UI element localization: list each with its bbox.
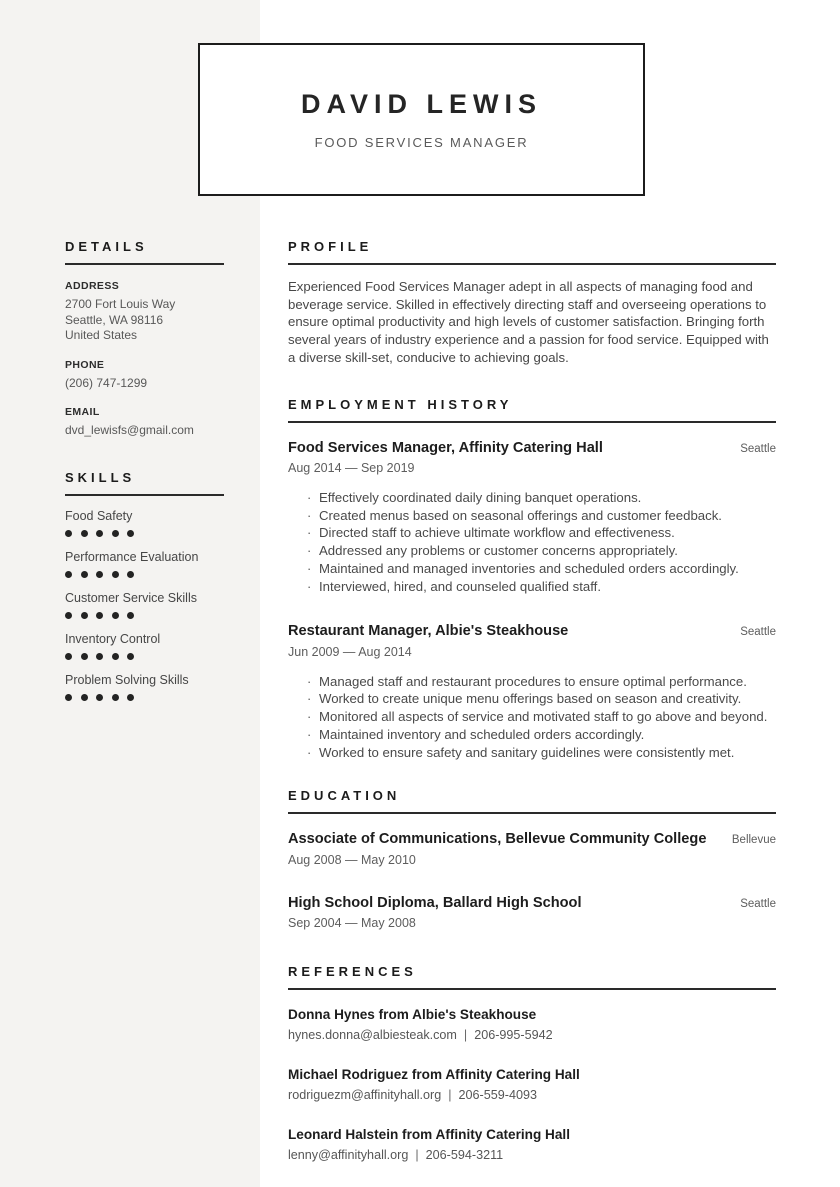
skill-dot xyxy=(81,653,88,660)
job-bullets xyxy=(288,489,776,595)
bullet-text: Managed staff and restaurant procedures to ensure optimal performance. xyxy=(319,673,747,689)
reference-phone: 206-559-4093 xyxy=(458,1088,537,1103)
skill-dot xyxy=(96,612,103,619)
skill-dot xyxy=(65,530,72,537)
skill-dot xyxy=(96,530,103,537)
details-heading: DETAILS xyxy=(65,239,224,265)
references-heading: REFERENCES xyxy=(288,964,776,990)
skill-dot xyxy=(112,694,119,701)
bullet-item xyxy=(288,708,776,726)
education-section xyxy=(288,788,776,930)
skill-label: Customer Service Skills xyxy=(65,590,197,605)
employment-section xyxy=(288,397,776,762)
skill-dot xyxy=(81,694,88,701)
education-location: Seattle xyxy=(740,897,776,910)
skills-section xyxy=(65,470,224,701)
education-location: Bellevue xyxy=(731,834,776,847)
phone-group xyxy=(65,359,224,392)
skill-dot xyxy=(127,612,134,619)
skill-item xyxy=(65,673,224,701)
bullet-text: Worked to ensure safety and sanitary guidelines were consistently met. xyxy=(319,744,735,760)
address-line: United States xyxy=(65,328,138,342)
reference-name: Michael Rodriguez from Affinity Catering Hall xyxy=(288,1067,580,1083)
skill-dot xyxy=(81,571,88,578)
main-content xyxy=(288,239,776,1162)
bullet-item xyxy=(288,578,776,596)
reference-contact xyxy=(288,1028,776,1042)
bullet-text: Maintained and managed inventories and scheduled orders accordingly. xyxy=(319,560,739,576)
reference-phone: 206-594-3211 xyxy=(425,1148,504,1163)
phone-value: (206) 747-1299 xyxy=(65,375,148,390)
bullet-text: Maintained inventory and scheduled orders accordingly. xyxy=(319,726,645,742)
bullet-item xyxy=(288,507,776,525)
education-title: Associate of Communications, Bellevue Community College xyxy=(288,831,707,848)
education-dates: Sep 2004 — May 2008 xyxy=(288,916,416,931)
candidate-title: FOOD SERVICES MANAGER xyxy=(314,135,529,150)
skill-dot xyxy=(81,612,88,619)
bullet-text: Monitored all aspects of service and motivated staff to go above and beyond. xyxy=(319,709,768,725)
skill-dot xyxy=(112,530,119,537)
separator: | xyxy=(463,1028,468,1043)
bullet-item xyxy=(288,489,776,507)
skill-label: Problem Solving Skills xyxy=(65,672,189,687)
skill-level-dots xyxy=(65,612,224,619)
bullet-item xyxy=(288,690,776,708)
skill-dot xyxy=(65,694,72,701)
bullet-text: Directed staff to achieve ultimate workflow and effectiveness. xyxy=(319,525,675,541)
bullet-item xyxy=(288,524,776,542)
bullet-dot-icon: · xyxy=(307,673,312,689)
skill-dot xyxy=(127,653,134,660)
skill-label: Inventory Control xyxy=(65,631,161,646)
reference-item xyxy=(288,1067,776,1102)
references-section xyxy=(288,964,776,1162)
job-dates: Aug 2014 — Sep 2019 xyxy=(288,461,415,476)
bullet-dot-icon: · xyxy=(307,543,312,559)
skill-label: Performance Evaluation xyxy=(65,549,199,564)
skill-dot xyxy=(127,530,134,537)
skill-dot xyxy=(96,571,103,578)
profile-section xyxy=(288,239,776,367)
job-location: Seattle xyxy=(740,626,776,639)
skill-dot xyxy=(96,694,103,701)
candidate-name: DAVID LEWIS xyxy=(301,89,542,119)
job-location: Seattle xyxy=(740,442,776,455)
phone-label: PHONE xyxy=(65,358,105,371)
details-section xyxy=(65,239,224,439)
skill-item xyxy=(65,632,224,660)
skill-dot xyxy=(65,653,72,660)
profile-text: Experienced Food Services Manager adept in all aspects of managing food and beverage service. Skilled in effectively directing staff and overseeing operations to ensure optimal productivity and high levels of customer satisfaction. Bringing forth several years of industry experience and a passion for food service. Equipped with a diverse skill-set, conducive to achieving goals. xyxy=(288,279,769,365)
reference-phone: 206-995-5942 xyxy=(474,1028,553,1043)
job-title: Food Services Manager, Affinity Catering Hall xyxy=(288,439,603,456)
address-line: Seattle, WA 98116 xyxy=(65,312,164,327)
job-header xyxy=(288,440,776,458)
bullet-text: Created menus based on seasonal offerings and customer feedback. xyxy=(319,507,722,523)
education-dates: Aug 2008 — May 2010 xyxy=(288,852,416,867)
skills-heading: SKILLS xyxy=(65,470,224,496)
employment-heading: EMPLOYMENT HISTORY xyxy=(288,397,776,423)
reference-email: rodriguezm@affinityhall.org xyxy=(288,1088,442,1103)
separator: | xyxy=(415,1148,419,1163)
skill-dot xyxy=(96,653,103,660)
bullet-text: Worked to create unique menu offerings based on season and creativity. xyxy=(319,691,742,707)
job-dates: Jun 2009 — Aug 2014 xyxy=(288,644,412,659)
skill-level-dots xyxy=(65,653,224,660)
bullet-item xyxy=(288,560,776,578)
skill-item xyxy=(65,550,224,578)
address-group xyxy=(65,280,224,344)
education-title: High School Diploma, Ballard High School xyxy=(288,894,582,911)
bullet-text: Effectively coordinated daily dining banquet operations. xyxy=(319,490,642,506)
education-header xyxy=(288,895,776,913)
reference-name: Donna Hynes from Albie's Steakhouse xyxy=(288,1007,537,1023)
skill-dot xyxy=(127,571,134,578)
bullet-dot-icon: · xyxy=(307,578,312,594)
email-group xyxy=(65,406,224,439)
reference-contact xyxy=(288,1148,776,1162)
reference-name: Leonard Halstein from Affinity Catering Hall xyxy=(288,1127,570,1143)
education-heading: EDUCATION xyxy=(288,788,776,814)
bullet-dot-icon: · xyxy=(307,507,312,523)
job-entry xyxy=(288,440,776,596)
bullet-text: Interviewed, hired, and counseled qualified staff. xyxy=(319,578,602,594)
bullet-item xyxy=(288,673,776,691)
email-value: dvd_lewisfs@gmail.com xyxy=(65,423,194,437)
bullet-text: Addressed any problems or customer concerns appropriately. xyxy=(319,543,678,559)
job-bullets xyxy=(288,673,776,762)
email-label: EMAIL xyxy=(65,406,100,418)
education-entry xyxy=(288,831,776,867)
bullet-item xyxy=(288,726,776,744)
skill-item xyxy=(65,591,224,619)
bullet-dot-icon: · xyxy=(307,709,312,725)
bullet-item xyxy=(288,744,776,762)
education-entry xyxy=(288,895,776,931)
address-line: 2700 Fort Louis Way xyxy=(65,297,176,311)
reference-email: hynes.donna@albiesteak.com xyxy=(288,1028,457,1043)
job-entry xyxy=(288,623,776,761)
education-header xyxy=(288,831,776,849)
profile-heading: PROFILE xyxy=(288,239,776,265)
job-title: Restaurant Manager, Albie's Steakhouse xyxy=(288,623,569,640)
skill-level-dots xyxy=(65,530,224,537)
skill-level-dots xyxy=(65,694,224,701)
reference-item xyxy=(288,1127,776,1162)
skill-level-dots xyxy=(65,571,224,578)
skill-dot xyxy=(81,530,88,537)
bullet-dot-icon: · xyxy=(307,726,312,742)
name-box xyxy=(198,43,645,196)
reference-email: lenny@affinityhall.org xyxy=(288,1148,409,1163)
bullet-dot-icon: · xyxy=(307,691,312,707)
bullet-item xyxy=(288,542,776,560)
skill-dot xyxy=(112,612,119,619)
skill-dot xyxy=(127,694,134,701)
bullet-dot-icon: · xyxy=(307,560,312,576)
skill-item xyxy=(65,509,224,537)
skill-label: Food Safety xyxy=(65,508,133,523)
skill-dot xyxy=(65,612,72,619)
bullet-dot-icon: · xyxy=(307,525,312,541)
skill-dot xyxy=(112,571,119,578)
reference-contact xyxy=(288,1088,776,1102)
skill-dot xyxy=(112,653,119,660)
bullet-dot-icon: · xyxy=(307,490,312,506)
reference-item xyxy=(288,1007,776,1042)
separator: | xyxy=(448,1088,452,1103)
address-label: ADDRESS xyxy=(65,280,120,292)
skill-dot xyxy=(65,571,72,578)
job-header xyxy=(288,623,776,641)
bullet-dot-icon: · xyxy=(307,744,312,760)
